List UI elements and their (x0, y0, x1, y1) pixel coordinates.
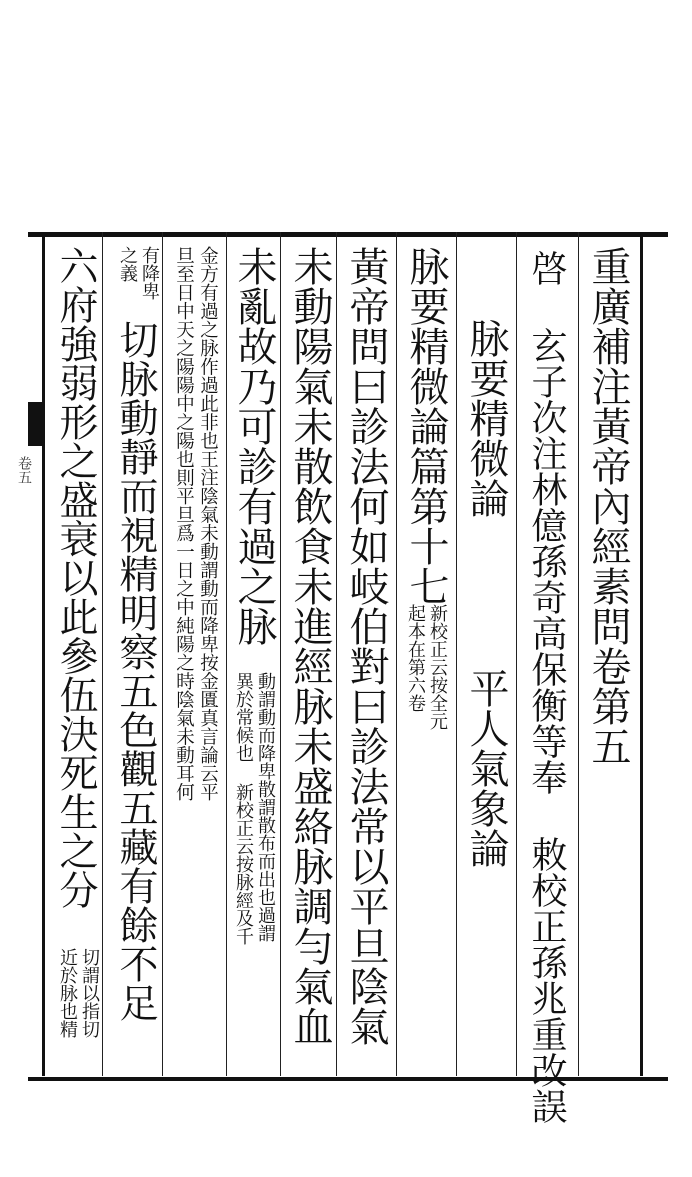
chapter-note-a: 新校正云按全元 (427, 604, 448, 730)
text-column-1: 黃帝問曰診法何如岐伯對曰診法常以平旦陰氣 (343, 246, 389, 1046)
rule-3 (456, 232, 457, 1076)
text-column-3-note-b: 異於常候也 新校正云按脉經及千 (233, 672, 254, 945)
chapter-heading-2: 平人氣象論 (463, 668, 509, 868)
rule-2 (516, 232, 517, 1076)
rule-right (640, 232, 643, 1076)
rule-1 (578, 232, 579, 1076)
gutter-label: 卷五 (16, 456, 32, 484)
note-column-1: 金方有過之脉作過此非也王注陰氣未動謂動而降卑按金匱真言論云平 (197, 246, 219, 801)
text-column-2: 未動陽氣未散飲食未進經脉未盛絡脉調勻氣血 (287, 246, 333, 1046)
rule-9 (102, 232, 103, 1076)
end-note-a: 切謂以指切 (79, 948, 100, 1038)
note-column-2: 旦至日中天之陽陽中之陽也則平旦爲一日之中純陽之時陰氣未動耳何 (173, 246, 195, 801)
chapter-note-b: 起本在第六卷 (405, 604, 426, 712)
chapter-heading-1: 脉要精微論 (463, 318, 509, 518)
rule-7 (226, 232, 227, 1076)
chapter-title: 脉要精微論篇第十七 (403, 246, 449, 606)
note-column-3b: 之義 (117, 246, 138, 282)
rule-left (42, 232, 45, 1076)
text-column-3: 未亂故乃可診有過之脉 (231, 246, 277, 646)
gutter-block (28, 402, 44, 446)
text-column-5: 六府強弱形之盛衰以此參伍決死生之分 (53, 246, 98, 909)
rule-6 (280, 232, 281, 1076)
text-column-3-note-a: 動謂動而降卑散謂散布而出也過謂 (255, 672, 276, 942)
rule-8 (162, 232, 163, 1076)
rule-5 (336, 232, 337, 1076)
note-column-3a: 有降卑 (139, 246, 160, 300)
title-column: 重廣補注黃帝內經素問卷第五 (585, 246, 631, 766)
text-column-4: 切脉動靜而視精明察五色觀五藏有餘不足 (113, 320, 158, 1022)
end-note-b: 近於脉也精 (57, 948, 78, 1038)
rule-4 (396, 232, 397, 1076)
editors-column: 啓 玄子次注林億孫奇高保衡等奉 敕校正孫兆重改誤 (526, 250, 567, 1124)
